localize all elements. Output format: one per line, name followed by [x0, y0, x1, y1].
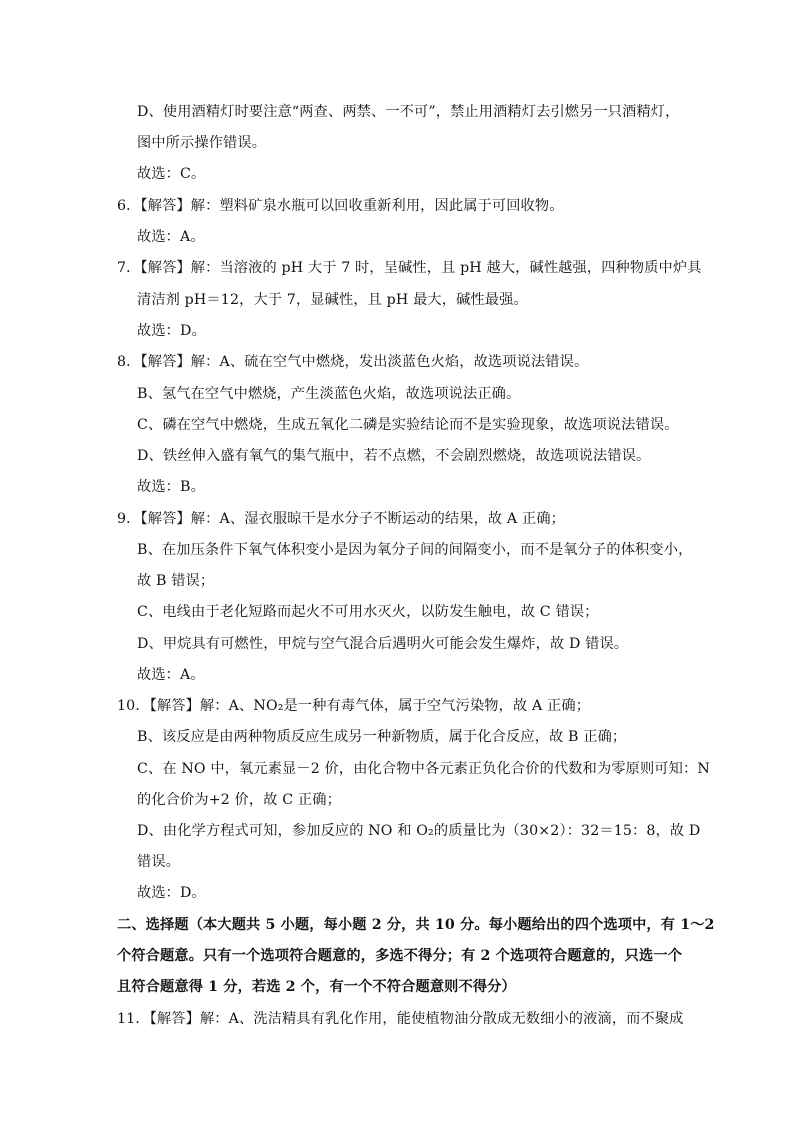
answer-text-line: B、该反应是由两种物质反应生成另一种新物质，属于化合反应，故 B 正确； [137, 729, 627, 745]
answer-item-header [0, 258, 794, 278]
answer-text: 解：塑料矿泉水瓶可以回收重新利用，因此属于可回收物。 [190, 198, 564, 214]
answer-text-line: 故 B 错误； [137, 573, 215, 589]
answer-text-line: 故选：A。 [137, 667, 205, 683]
answer-text-line: C、电线由于老化短路而起火不可用水灭火，以防发生触电，故 C 错误； [137, 604, 599, 620]
answer-text-line: 故选：B。 [137, 479, 205, 495]
answer-text: 解：A、湿衣服晾干是水分子不断运动的结果，故 A 正确； [190, 511, 565, 527]
answer-item-header [0, 696, 794, 716]
question-number: 8． [117, 354, 141, 370]
answer-tag: 【解答】 [149, 698, 200, 714]
answer-text-line: 故选：C。 [137, 166, 206, 182]
question-number: 11． [117, 1011, 150, 1027]
question-number: 10． [117, 698, 150, 714]
answer-item-header [0, 196, 794, 216]
answer-tag: 【解答】 [140, 511, 191, 527]
answer-text-line: 故选：A。 [137, 229, 205, 245]
answer-tag: 【解答】 [149, 1011, 200, 1027]
section-heading-line: 且符合题意得 1 分，若选 2 个，有一个不符合题意则不得分） [117, 979, 516, 995]
answer-text-line: 图中所示操作错误。 [137, 135, 267, 151]
section-heading-line: 二、选择题（本大题共 5 小题，每小题 2 分，共 10 分。每小题给出的四个选项中，有 1～2 [117, 917, 715, 933]
answer-text: 解：A、NO₂是一种有毒气体，属于空气污染物，故 A 正确； [199, 698, 591, 714]
answer-text: 解：A、硫在空气中燃烧，发出淡蓝色火焰，故选项说法错误。 [190, 354, 589, 370]
answer-text: 解：A、洗洁精具有乳化作用，能使植物油分散成无数细小的液滴，而不聚成 [199, 1011, 684, 1027]
answer-text-line: C、在 NO 中，氧元素显－2 价，由化合物中各元素正负化合价的代数和为零原则可知：N [137, 761, 710, 777]
answer-item-header [0, 509, 794, 529]
answer-text-line: C、磷在空气中燃烧，生成五氧化二磷是实验结论而不是实验现象，故选项说法错误。 [137, 417, 679, 433]
answer-text-line: D、由化学方程式可知，参加反应的 NO 和 O₂的质量比为（30×2）：32＝15：8，故 D [137, 823, 701, 839]
question-number: 7． [117, 260, 141, 276]
question-number: 9． [117, 511, 141, 527]
answer-item-header [0, 352, 794, 372]
answer-text-line: 错误。 [137, 854, 181, 870]
answer-text-line: D、铁丝伸入盛有氧气的集气瓶中，若不点燃，不会剧烈燃烧，故选项说法错误。 [137, 448, 651, 464]
answer-tag: 【解答】 [140, 354, 191, 370]
answer-text: 解：当溶液的 pH 大于 7 时，呈碱性，且 pH 越大，碱性越强，四种物质中炉具 [190, 260, 702, 276]
answer-text-line: B、氢气在空气中燃烧，产生淡蓝色火焰，故选项说法正确。 [137, 386, 521, 402]
answer-text-line: 清洁剂 pH＝12，大于 7，显碱性，且 pH 最大，碱性最强。 [137, 292, 528, 308]
answer-text-line: D、使用酒精灯时要注意“两查、两禁、一不可”，禁止用酒精灯去引燃另一只酒精灯， [137, 104, 680, 120]
answer-text-line: B、在加压条件下氧气体积变小是因为氧分子间的间隔变小，而不是氧分子的体积变小， [137, 542, 693, 558]
answer-text-line: 故选：D。 [137, 885, 206, 901]
question-number: 6． [117, 198, 141, 214]
answer-item-header [0, 1009, 794, 1029]
answer-text-line: 故选：D。 [137, 323, 206, 339]
answer-tag: 【解答】 [140, 198, 191, 214]
answer-text-line: 的化合价为+2 价，故 C 正确； [137, 792, 341, 808]
section-heading-line: 个符合题意。只有一个选项符合题意的，多选不得分；有 2 个选项符合题意的，只选一个 [117, 948, 683, 964]
answer-text-line: D、甲烷具有可燃性，甲烷与空气混合后遇明火可能会发生爆炸，故 D 错误。 [137, 636, 629, 652]
answer-tag: 【解答】 [140, 260, 191, 276]
